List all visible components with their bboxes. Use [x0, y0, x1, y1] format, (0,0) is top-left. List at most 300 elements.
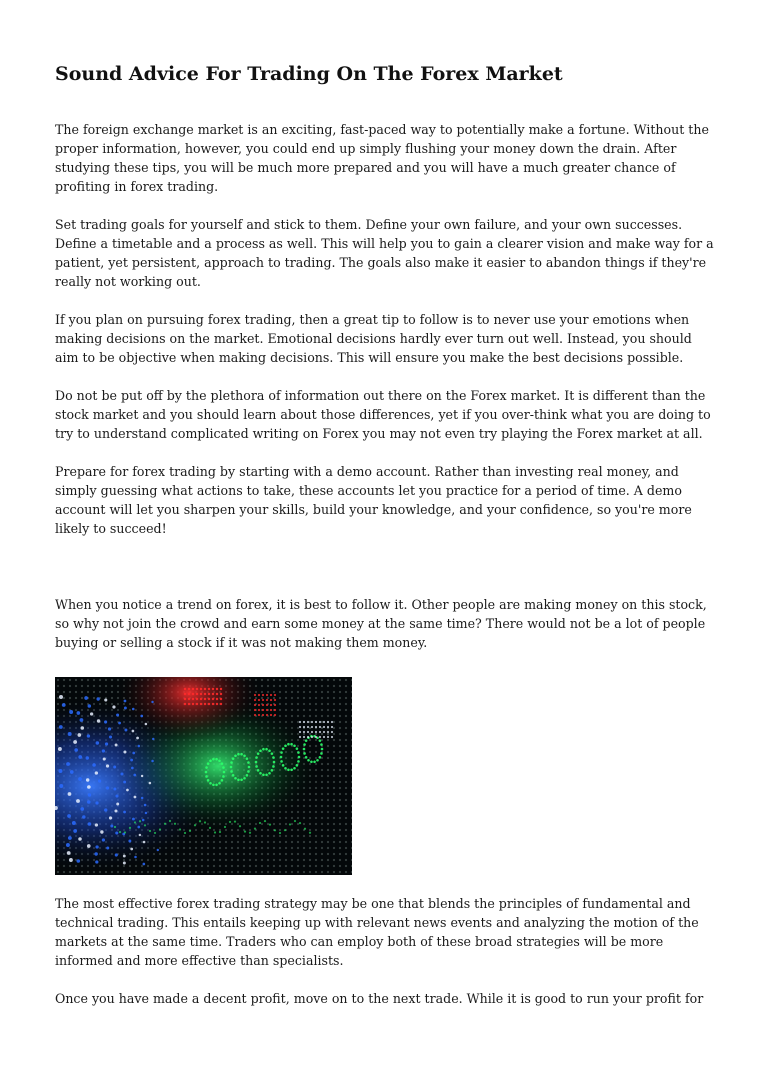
led-dot-red	[220, 688, 222, 690]
led-dot-blue	[106, 786, 109, 789]
led-dot-blue	[131, 767, 134, 770]
led-dot-blue	[62, 703, 66, 707]
led-dot-red	[184, 693, 186, 695]
led-dot-red	[220, 698, 222, 700]
led-dot-red	[262, 699, 264, 701]
led-dot-green	[259, 772, 262, 775]
led-dot-green	[284, 744, 287, 747]
led-dot-green	[222, 775, 225, 778]
led-dot-blue	[95, 771, 98, 774]
led-dot-blue	[95, 823, 98, 826]
led-dot-red	[208, 693, 210, 695]
led-dot-green	[234, 820, 236, 822]
led-dot-blue	[142, 819, 145, 822]
led-dot-green	[268, 749, 271, 752]
led-dot-blue	[141, 775, 143, 777]
led-dot-green	[204, 821, 206, 823]
led-dot-green	[262, 748, 265, 751]
led-dot-blue	[130, 759, 133, 762]
led-dot-blue	[113, 766, 116, 769]
led-dot-green	[221, 762, 224, 765]
led-dot-green	[222, 766, 225, 769]
led-dot-red	[184, 703, 186, 705]
led-dot-blue	[86, 778, 89, 781]
led-dot-green	[179, 828, 181, 830]
led-dot-blue	[113, 788, 116, 791]
led-dot-red	[254, 714, 256, 716]
led-dot-green	[209, 759, 212, 762]
led-dot-blue	[78, 837, 82, 841]
paragraph-2: Set trading goals for yourself and stick to them. Define your own failure, and your own successes. Define a timetable and a process as well. This will help you to gain a clearer vision and make way for a patient, yet persistent, approach to trading. The goals also make it easier to abandon things if they're really not working out.	[55, 217, 714, 289]
led-dot-red	[192, 693, 194, 695]
paragraph-7: The most effective forex trading strategy may be one that blends the principles of fundamental and technical trading. This entails keeping up with relevant news events and analyzing the motion of the markets at the same time. Traders who can employ both of these broad strategies will be more informed and more effective than specialists.	[55, 896, 699, 968]
led-dot-blue	[157, 849, 159, 851]
led-dot-blue	[105, 742, 108, 745]
led-dot-blue	[78, 755, 82, 759]
led-dot-white	[299, 736, 301, 738]
led-dot-blue	[149, 782, 152, 785]
led-dot-red	[270, 714, 272, 716]
led-dot-red	[196, 693, 198, 695]
led-dot-red	[262, 714, 264, 716]
led-dot-red	[270, 704, 272, 706]
led-dot-white	[323, 726, 325, 728]
led-dot-green	[205, 771, 208, 774]
led-dot-red	[266, 704, 268, 706]
led-dot-white	[307, 726, 309, 728]
blank-spacer	[55, 557, 717, 595]
led-dot-blue	[134, 796, 137, 799]
led-dot-green	[255, 756, 258, 759]
led-dot-blue	[106, 764, 109, 767]
led-dot-blue	[124, 700, 127, 703]
led-dot-red	[188, 693, 190, 695]
led-dot-green	[257, 769, 260, 772]
led-dot-red	[258, 704, 260, 706]
led-dot-green	[282, 747, 285, 750]
led-dot-red	[184, 688, 186, 690]
led-dot-red	[254, 694, 256, 696]
led-dot-white	[331, 726, 333, 728]
led-dot-blue	[100, 830, 103, 833]
led-dot-green	[289, 823, 291, 825]
led-dot-red	[200, 688, 202, 690]
led-dot-green	[124, 831, 126, 833]
led-dot-green	[297, 760, 300, 763]
led-dot-blue	[141, 797, 143, 799]
led-dot-blue	[78, 777, 82, 781]
paragraph-3: If you plan on pursuing forex trading, then a great tip to follow is to never use your emotions when making decisions on the market. Emotional decisions hardly ever turn out well. Instead, you should aim to be objective when making decisions. This will ensure you make the best decisions possible.	[55, 312, 692, 365]
led-dot-red	[274, 699, 276, 701]
led-dot-white	[323, 731, 325, 733]
led-dot-red	[258, 714, 260, 716]
led-dot-blue	[72, 821, 76, 825]
led-dot-blue	[143, 863, 146, 866]
led-dot-green	[268, 772, 271, 775]
led-dot-blue	[73, 829, 77, 833]
led-dot-white	[307, 721, 309, 723]
led-dot-blue	[84, 696, 88, 700]
led-dot-blue	[137, 826, 140, 829]
led-dot-white	[311, 731, 313, 733]
led-dot-white	[315, 726, 317, 728]
led-dot-blue	[94, 852, 97, 855]
led-dot-green	[219, 831, 221, 833]
led-dot-blue	[96, 741, 99, 744]
led-dot-green	[274, 829, 276, 831]
led-dot-blue	[87, 734, 90, 737]
led-dot-blue	[132, 730, 135, 733]
led-dot-blue	[77, 859, 81, 863]
led-dot-red	[184, 698, 186, 700]
led-dot-green	[234, 754, 237, 757]
led-dot-green	[230, 766, 233, 769]
led-dot-green	[230, 770, 233, 773]
led-dot-blue	[87, 785, 91, 789]
led-dot-green	[237, 779, 240, 782]
led-dot-white	[315, 736, 317, 738]
led-dot-blue	[76, 799, 80, 803]
led-dot-blue	[120, 772, 123, 775]
led-dot-white	[327, 731, 329, 733]
led-dot-green	[320, 743, 323, 746]
led-dot-green	[313, 761, 316, 764]
led-dot-blue	[95, 801, 98, 804]
led-dot-green	[240, 779, 243, 782]
led-dot-blue	[109, 816, 112, 819]
led-dot-green	[280, 760, 283, 763]
led-dot-red	[220, 693, 222, 695]
led-dot-green	[319, 756, 322, 759]
led-dot-red	[270, 694, 272, 696]
led-dot-red	[212, 703, 214, 705]
led-dot-green	[218, 759, 221, 762]
led-dot-blue	[68, 836, 72, 840]
led-dot-green	[224, 826, 226, 828]
led-dot-green	[310, 761, 313, 764]
led-dot-white	[319, 731, 321, 733]
led-dot-blue	[59, 695, 63, 699]
led-dot-green	[303, 752, 306, 755]
led-dot-white	[299, 731, 301, 733]
led-dot-green	[209, 827, 211, 829]
led-dot-blue	[152, 738, 154, 740]
led-dot-red	[196, 703, 198, 705]
led-dot-green	[320, 752, 323, 755]
led-dot-green	[297, 751, 300, 754]
led-dot-green	[149, 830, 151, 832]
led-dot-blue	[104, 720, 107, 723]
led-dot-blue	[95, 860, 98, 863]
led-dot-white	[323, 721, 325, 723]
led-dot-blue	[134, 856, 137, 859]
led-dot-blue	[106, 846, 109, 849]
led-dot-green	[159, 828, 161, 830]
led-dot-white	[327, 736, 329, 738]
led-dot-white	[303, 731, 305, 733]
led-dot-red	[188, 698, 190, 700]
paragraph-5: Prepare for forex trading by starting with a demo account. Rather than investing real money, and simply guessing what actions to take, these accounts let you practice for a period of time. A demo account will let you sharpen your skills, build your knowledge, and your confidence, so you're more likely to succeed!	[55, 464, 692, 536]
led-dot-green	[215, 758, 218, 761]
led-dot-green	[240, 753, 243, 756]
led-dot-blue	[109, 735, 112, 738]
led-dot-blue	[80, 718, 84, 722]
led-dot-white	[307, 731, 309, 733]
led-dot-blue	[128, 840, 131, 843]
led-dot-green	[280, 756, 283, 759]
led-dot-red	[258, 699, 260, 701]
paragraph-8: Once you have made a decent profit, move on to the next trade. While it is good to run your profit for	[55, 991, 704, 1006]
led-dot-white	[315, 721, 317, 723]
led-dot-red	[204, 693, 206, 695]
led-dot-green	[287, 769, 290, 772]
led-dot-blue	[59, 784, 63, 788]
led-dot-blue	[133, 774, 136, 777]
led-dot-red	[266, 709, 268, 711]
led-dot-blue	[97, 719, 100, 722]
led-dot-red	[216, 688, 218, 690]
led-dot-white	[327, 726, 329, 728]
led-dot-red	[192, 703, 194, 705]
led-dot-blue	[123, 751, 126, 754]
led-dot-green	[272, 756, 275, 759]
led-dot-blue	[132, 752, 135, 755]
led-dot-red	[208, 688, 210, 690]
led-dot-green	[269, 823, 271, 825]
led-dot-blue	[110, 825, 113, 828]
led-dot-blue	[115, 853, 118, 856]
led-dot-blue	[138, 745, 141, 748]
led-dot-red	[212, 698, 214, 700]
led-dot-blue	[143, 841, 146, 844]
led-dot-blue	[66, 843, 70, 847]
led-dot-green	[271, 769, 274, 772]
led-dot-green	[257, 752, 260, 755]
led-dot-green	[205, 775, 208, 778]
led-dot-blue	[115, 794, 118, 797]
led-dot-blue	[123, 862, 126, 865]
led-dot-blue	[88, 704, 92, 708]
led-dot-white	[315, 731, 317, 733]
led-dot-blue	[66, 762, 70, 766]
led-dot-blue	[70, 770, 74, 774]
document-body	[55, 120, 717, 1008]
led-dot-blue	[80, 726, 84, 730]
led-dot-blue	[68, 732, 72, 736]
led-dot-white	[311, 721, 313, 723]
led-dot-red	[270, 709, 272, 711]
led-dot-green	[319, 739, 322, 742]
led-dot-red	[200, 703, 202, 705]
led-dot-blue	[68, 792, 72, 796]
led-dot-blue	[118, 722, 121, 725]
led-dot-green	[129, 827, 131, 829]
led-dot-red	[266, 699, 268, 701]
led-dot-green	[290, 743, 293, 746]
led-dot-blue	[88, 822, 92, 826]
led-dot-green	[290, 769, 293, 772]
led-dot-red	[254, 704, 256, 706]
led-dot-green	[259, 749, 262, 752]
led-dot-green	[255, 761, 258, 764]
led-dot-green	[184, 832, 186, 834]
led-dot-green	[207, 779, 210, 782]
led-dot-green	[246, 774, 249, 777]
led-dot-green	[234, 777, 237, 780]
led-dot-red	[262, 704, 264, 706]
led-dot-blue	[87, 844, 91, 848]
led-dot-green	[144, 824, 146, 826]
led-dot-green	[212, 758, 215, 761]
led-dot-green	[282, 764, 285, 767]
led-dot-red	[274, 694, 276, 696]
led-dot-green	[309, 832, 311, 834]
led-dot-green	[194, 824, 196, 826]
led-dot-green	[199, 820, 201, 822]
led-dot-blue	[74, 748, 78, 752]
led-dot-red	[204, 703, 206, 705]
led-dot-red	[212, 693, 214, 695]
led-dot-green	[174, 823, 176, 825]
document-page	[55, 0, 717, 1027]
led-dot-green	[248, 766, 251, 769]
led-dot-green	[293, 767, 296, 770]
led-dot-red	[188, 703, 190, 705]
led-dot-white	[319, 726, 321, 728]
led-dot-green	[304, 828, 306, 830]
led-dot-green	[265, 748, 268, 751]
led-dot-blue	[77, 733, 81, 737]
led-dot-green	[296, 764, 299, 767]
led-dot-green	[280, 751, 283, 754]
led-dot-blue	[98, 779, 101, 782]
led-dot-blue	[73, 740, 77, 744]
led-dot-white	[303, 721, 305, 723]
led-dot-blue	[69, 858, 73, 862]
led-dot-blue	[124, 729, 127, 732]
led-dot-green	[287, 743, 290, 746]
led-dot-green	[212, 784, 215, 787]
led-dot-blue	[112, 705, 115, 708]
led-dot-green	[298, 756, 301, 759]
led-dot-red	[192, 688, 194, 690]
led-dot-red	[270, 699, 272, 701]
led-dot-green	[264, 820, 266, 822]
led-dot-green	[244, 830, 246, 832]
led-dot-blue	[102, 749, 105, 752]
led-dot-green	[321, 748, 324, 751]
led-dot-red	[220, 703, 222, 705]
led-dot-blue	[67, 814, 71, 818]
led-dot-green	[303, 748, 306, 751]
led-dot-green	[271, 752, 274, 755]
paragraph-6: When you notice a trend on forex, it is best to follow it. Other people are making money on this stock, so why not join the crowd and earn some money at the same time? There would not be a lot of people buying or selling a stock if it was not making them money.	[55, 597, 707, 650]
led-dot-white	[327, 721, 329, 723]
led-dot-white	[303, 736, 305, 738]
led-dot-white	[299, 726, 301, 728]
led-dot-green	[296, 747, 299, 750]
led-dot-green	[243, 777, 246, 780]
led-dot-blue	[124, 707, 127, 710]
led-dot-white	[311, 726, 313, 728]
led-dot-white	[319, 736, 321, 738]
led-dot-red	[216, 703, 218, 705]
led-dot-white	[331, 731, 333, 733]
led-dot-red	[258, 709, 260, 711]
led-dot-green	[246, 757, 249, 760]
led-dot-red	[200, 698, 202, 700]
led-dot-green	[305, 739, 308, 742]
led-dot-green	[259, 822, 261, 824]
led-dot-green	[303, 743, 306, 746]
led-dot-blue	[58, 747, 62, 751]
led-dot-green	[247, 761, 250, 764]
led-dot-blue	[87, 800, 91, 804]
led-dot-blue	[88, 793, 91, 796]
led-dot-green	[223, 771, 226, 774]
led-dot-white	[331, 721, 333, 723]
led-dot-red	[200, 693, 202, 695]
led-dot-blue	[115, 744, 118, 747]
led-dot-green	[247, 770, 250, 773]
led-dot-blue	[104, 808, 107, 811]
led-dot-white	[311, 736, 313, 738]
led-dot-red	[208, 698, 210, 700]
led-dot-red	[216, 693, 218, 695]
led-dot-green	[221, 779, 224, 782]
led-dot-green	[139, 820, 141, 822]
led-dot-red	[254, 699, 256, 701]
led-dot-white	[303, 726, 305, 728]
led-dot-red	[208, 703, 210, 705]
led-dot-green	[284, 767, 287, 770]
led-dot-blue	[80, 807, 84, 811]
led-dot-green	[254, 828, 256, 830]
led-dot-green	[232, 774, 235, 777]
led-dot-red	[274, 704, 276, 706]
led-dot-blue	[151, 760, 154, 763]
led-dot-green	[307, 759, 310, 762]
led-dot-red	[262, 709, 264, 711]
led-dot-green	[293, 744, 296, 747]
led-dot-blue	[126, 789, 129, 792]
led-dot-blue	[144, 804, 147, 807]
led-dot-blue	[95, 845, 98, 848]
led-dot-red	[192, 698, 194, 700]
led-dot-red	[266, 714, 268, 716]
led-dot-green	[265, 774, 268, 777]
led-dot-green	[119, 831, 121, 833]
led-dot-blue	[82, 815, 85, 818]
led-dot-green	[255, 765, 258, 768]
led-dot-green	[316, 759, 319, 762]
led-dot-green	[134, 821, 136, 823]
led-dot-blue	[115, 831, 118, 834]
led-dot-white	[323, 736, 325, 738]
led-dot-blue	[114, 809, 117, 812]
led-dot-blue	[136, 737, 139, 740]
led-dot-red	[196, 688, 198, 690]
led-dot-blue	[139, 834, 141, 836]
led-dot-red	[266, 694, 268, 696]
led-dot-green	[232, 757, 235, 760]
led-dot-green	[273, 761, 276, 764]
led-dot-blue	[151, 701, 153, 703]
led-dot-blue	[103, 757, 106, 760]
led-dot-green	[189, 830, 191, 832]
led-dot-green	[294, 820, 296, 822]
led-dot-green	[209, 782, 212, 785]
